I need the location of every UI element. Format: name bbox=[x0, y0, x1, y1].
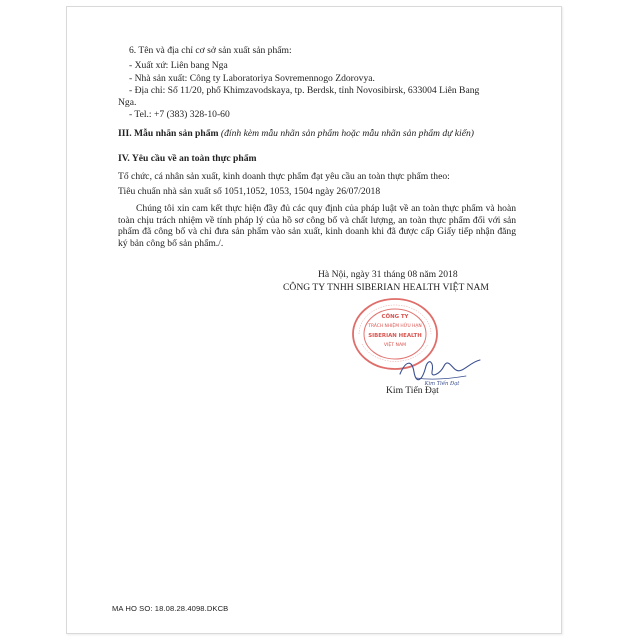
section3-line bbox=[118, 128, 474, 139]
svg-text:Kim Tiến Đạt: Kim Tiến Đạt bbox=[424, 381, 460, 386]
svg-text:SIBERIAN HEALTH: SIBERIAN HEALTH bbox=[368, 333, 422, 339]
handwritten-signature bbox=[396, 352, 486, 386]
phone-line: - Tel.: +7 (383) 328-10-60 bbox=[129, 109, 230, 120]
svg-text:CÔNG TY: CÔNG TY bbox=[381, 314, 409, 320]
svg-text:VIỆT NAM: VIỆT NAM bbox=[383, 343, 407, 348]
commitment-paragraph: Chúng tôi xin cam kết thực hiện đầy đủ các quy định của pháp luật về an toàn thực phẩm và hoàn toàn chịu trách nhiệm về tính pháp lý của hồ sơ công bố và chất lượng, an toàn thực phẩm đối với sản phẩm đã công bố và chỉ đưa sản phẩm vào sản xuất, kinh doanh khi đã được cấp Giấy tiếp nhận đăng ký bản công bố sản phẩm./. bbox=[118, 203, 516, 249]
section3-note: (đính kèm mẫu nhãn sản phẩm hoặc mẫu nhãn sản phẩm dự kiến) bbox=[220, 128, 474, 139]
address-line-1: - Địa chỉ: Số 11/20, phố Khimzavodskaya, tp. Berdsk, tỉnh Novosibirsk, 633004 Liên Bang bbox=[129, 85, 480, 96]
section4-intro: Tổ chức, cá nhân sản xuất, kinh doanh thực phẩm đạt yêu cầu an toàn thực phẩm theo: bbox=[118, 171, 450, 182]
section4-heading: IV. Yêu cầu về an toàn thực phẩm bbox=[118, 153, 257, 164]
svg-text:TRÁCH NHIỆM HỮU HẠN: TRÁCH NHIỆM HỮU HẠN bbox=[368, 324, 422, 329]
place-date: Hà Nội, ngày 31 tháng 08 năm 2018 bbox=[318, 269, 458, 280]
address-line-2: Nga. bbox=[118, 97, 137, 108]
document-code: MA HO SO: 18.08.28.4098.DKCB bbox=[112, 604, 229, 613]
section3-heading: III. Mẫu nhãn sản phẩm bbox=[118, 128, 219, 139]
document-page bbox=[66, 6, 562, 634]
origin-line: - Xuất xứ: Liên bang Nga bbox=[129, 60, 228, 71]
company-name: CÔNG TY TNHH SIBERIAN HEALTH VIỆT NAM bbox=[283, 282, 489, 293]
signer-name: Kim Tiến Đạt bbox=[386, 385, 439, 396]
section4-standard: Tiêu chuẩn nhà sản xuất số 1051,1052, 1053, 1504 ngày 26/07/2018 bbox=[118, 186, 381, 197]
section6-heading: 6. Tên và địa chỉ cơ sở sản xuất sản phẩm: bbox=[129, 45, 292, 56]
manufacturer-line: - Nhà sản xuất: Công ty Laboratoriya Sovremennogo Zdorovya. bbox=[129, 73, 375, 84]
